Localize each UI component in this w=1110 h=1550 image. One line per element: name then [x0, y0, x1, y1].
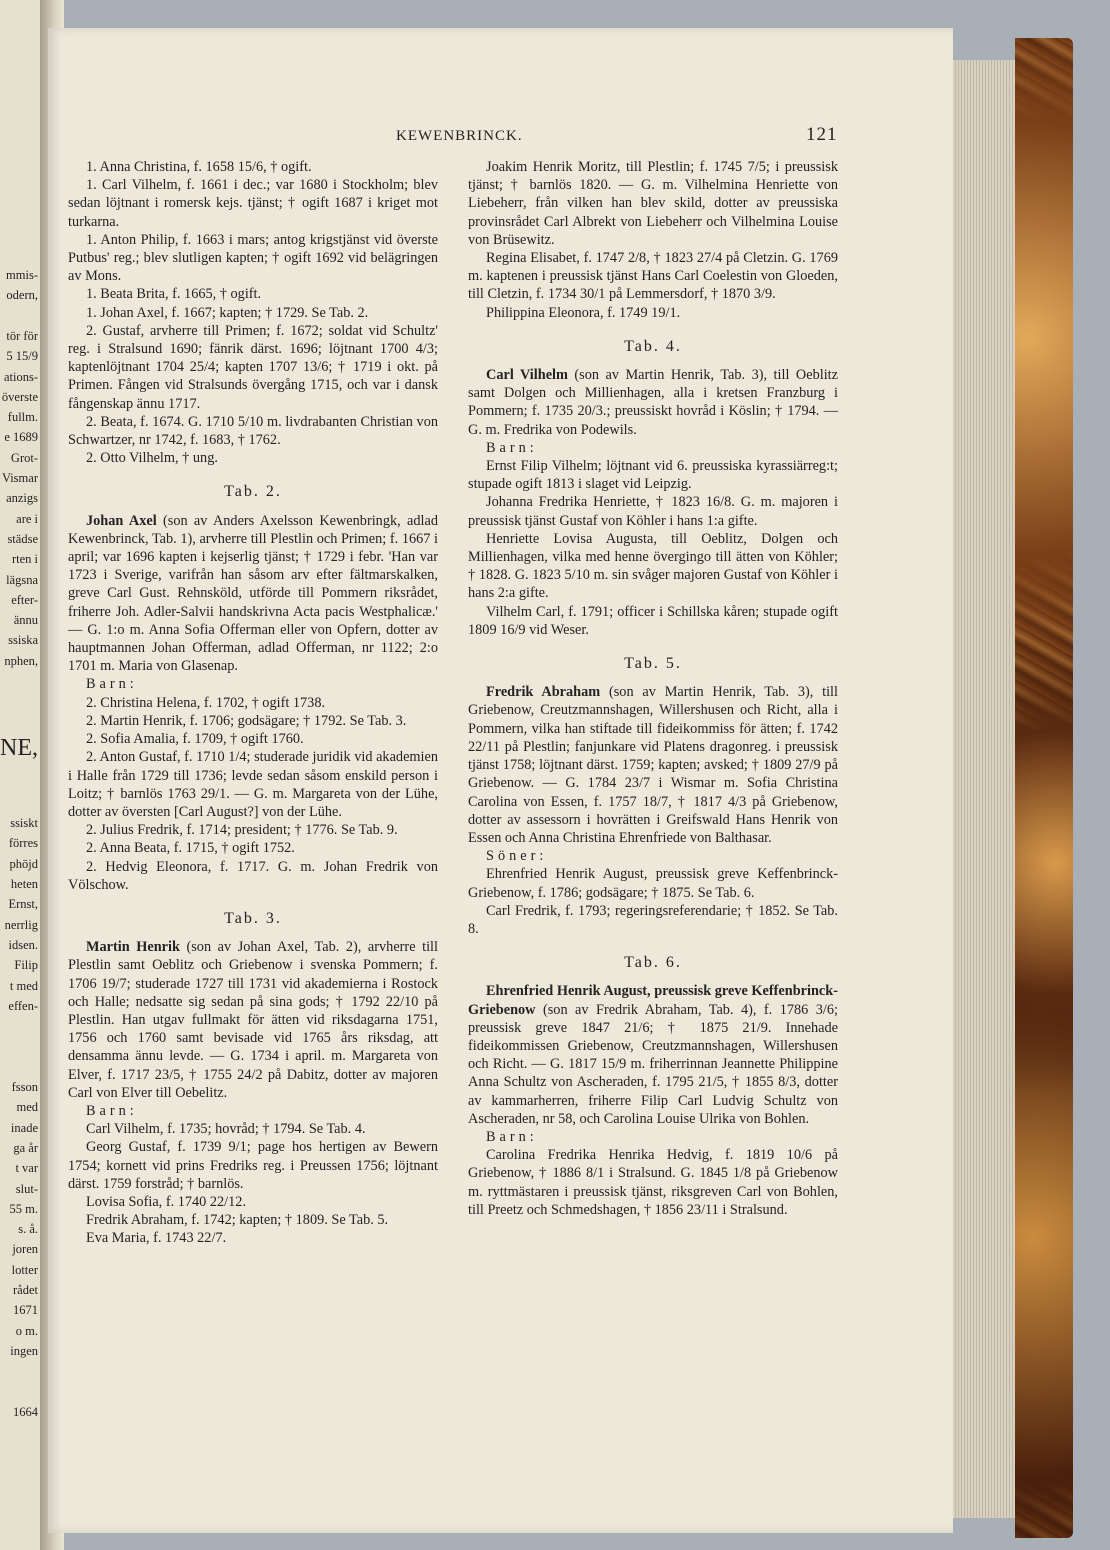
previous-page-line: ations- — [3, 369, 38, 384]
paragraph: 1. Beata Brita, f. 1665, † ogift. — [86, 286, 262, 303]
page-number: 121 — [806, 124, 838, 145]
previous-page-line: städse — [7, 531, 38, 546]
previous-page-line: t var — [15, 1161, 38, 1176]
entry-name: Martin Henrik — [86, 939, 180, 956]
paragraph: Johanna Fredrika Henriette, † 1823 16/8. G. m. majoren i preussisk tjänst Gustaf von Köhler i hans 1:a gifte. — [468, 494, 838, 529]
previous-page-line: idsen. — [8, 937, 38, 952]
entry-text: (son av Martin Henrik, Tab. 3), till Griebenow, Creutzmannshagen, Willershusen och Richt, alla i Pommern, vilka han stiftade till fideikommiss för ätten; f. 1742 22/11 på Plestlin; fanjunkare vid Platens dragonreg. i preussisk tjänst 1758; löjtnant därst. 1759; kapten; avsked; † 1809 27/9 på Griebenow. — G. 1784 23/7 i Wismar m. Sofia Christina Carolina von Essen, f. 1757 18/7, † 1817 4/3 på Griebenow, dotter av assessorn i hovrätten i Greifswald Hans Henrik von Essen och Anna Christina Ehrenfriede von Balthasar. — [468, 684, 838, 846]
previous-page-line: are i — [16, 511, 38, 526]
paragraph: Philippina Eleonora, f. 1749 19/1. — [486, 304, 681, 321]
previous-page-line: t med — [9, 978, 38, 993]
children-heading: Barn: — [486, 439, 538, 456]
paragraph: 2. Anton Gustaf, f. 1710 1/4; studerade juridik vid akademien i Halle från 1729 till 1736; levde sedan såsom enskild person i Loitz; † barnlös 1763 29/1. — G. m. Margareta von der Lühe, dotter av översten [Carl August?] von der Lühe. — [68, 749, 438, 820]
paragraph: Carolina Fredrika Henrika Hedvig, f. 1819 10/6 på Griebenow, † 1886 8/1 i Stralsund. G. 1845 1/8 på Griebenow m. ryttmästaren i preussisk tjänst, riksgreven Carl von Bohlen, till Preetz och Schmedshagen, † 1856 23/11 i Stralsund. — [468, 1147, 838, 1218]
previous-page-line: ssiska — [8, 633, 38, 648]
entry-paragraph — [468, 683, 838, 847]
children-heading: Barn: — [486, 1128, 538, 1145]
running-title: KEWENBRINCK. — [396, 128, 523, 144]
previous-page-line: fsson — [11, 1080, 38, 1094]
paragraph: 2. Christina Helena, f. 1702, † ogift 1738. — [86, 694, 326, 711]
entry-text: (son av Johan Axel, Tab. 2), arvherre till Plestlin samt Oeblitz och Griebenow i svenska Pommern; f. 1706 19/7; studerade 1727 till 1731 vid akademierna i Rostock och Halle; nedsatte sig sedan på sina gods; † 1792 22/10 på Plestlin. Han utgav fullmakt för ätten vid riksdagarna 1751, 1756 och 1760 samt bevisade vid 1765 års riksdag, att densamma ännu levde. — G. 1734 i april. m. Margareta von Elver, f. 1717 23/5, † 1755 24/2 på Dabitz, dotter av majoren Carl von Elver till Oebelitz. — [68, 939, 438, 1101]
previous-page-line: joren — [12, 1242, 38, 1257]
entry-name: Johan Axel — [86, 512, 157, 529]
children-heading: Barn: — [86, 676, 138, 693]
previous-page-line: phöjd — [9, 856, 38, 871]
previous-page-line: 1671 — [13, 1303, 38, 1318]
paragraph: Fredrik Abraham, f. 1742; kapten; † 1809. Se Tab. 5. — [86, 1212, 389, 1229]
paragraph: Ehrenfried Henrik August, preussisk greve Keffenbrinck-Griebenow, f. 1786; godsägare; † 1875. Se Tab. 6. — [468, 866, 838, 901]
previous-page-line: rådet — [13, 1283, 38, 1297]
entry-paragraph — [468, 982, 838, 1128]
previous-page-line: fullm. — [7, 410, 38, 425]
paragraph: 2. Hedvig Eleonora, f. 1717. G. m. Johan Fredrik von Völschow. — [68, 858, 438, 893]
paragraph: 1. Anna Christina, f. 1658 15/6, † ogift. — [86, 159, 312, 175]
entry-paragraph — [468, 366, 838, 439]
previous-page-line: Vismar — [1, 471, 38, 485]
right-column — [468, 158, 838, 1219]
previous-page-line: NE, — [0, 734, 38, 761]
previous-page-edge — [0, 0, 41, 1550]
marbled-cover — [1015, 38, 1073, 1538]
paragraph: Regina Elisabet, f. 1747 2/8, † 1823 27/4 på Cletzin. G. 1769 m. kaptenen i preussisk tjänst Hans Carl Coelestin von Gloeden, till Cletzin, f. 1734 30/1 på Lemmersdorf, † 1870 3/9. — [468, 250, 838, 303]
paragraph: Carl Vilhelm, f. 1735; hovråd; † 1794. Se Tab. 4. — [86, 1121, 366, 1138]
paragraph: 1. Carl Vilhelm, f. 1661 i dec.; var 1680 i Stockholm; blev sedan löjtnant i romersk kejs. tjänst; † ogift 1687 i kriget mot turkarna. — [68, 177, 438, 230]
paragraph: Georg Gustaf, f. 1739 9/1; page hos hertigen av Bewern 1754; kornett vid prins Fredriks reg. i Preussen 1756; löjtnant därst. 1759 forstråd; † barnlös. — [68, 1139, 438, 1192]
previous-page-line: inade — [10, 1120, 38, 1135]
paragraph: Henriette Lovisa Augusta, till Oeblitz, Dolgen och Millienhagen, vilka med henne övergingo till ätten von Köhler; † 1828. G. 1823 5/10 m. sin svåger majoren Gustaf von Köhler i hans 2:a gifte. — [468, 530, 838, 602]
entry-text: (son av Martin Henrik, Tab. 3), till Oeblitz samt Dolgen och Millienhagen, alla i kretsen Franzburg i Pommern; f. 1735 20/3.; preussiskt hovråd i Köslin; † 1794. — G. m. Fredrika von Podewils. — [468, 367, 838, 438]
previous-page-line: 1664 — [13, 1404, 38, 1419]
children-heading: Barn: — [86, 1102, 138, 1119]
previous-page-line: nerrlig — [4, 917, 38, 932]
previous-page-line: ga år — [13, 1140, 38, 1155]
paragraph: 2. Otto Vilhelm, † ung. — [86, 450, 218, 467]
previous-page-line: Grot- — [10, 450, 38, 465]
previous-page-line: lägsna — [6, 572, 38, 587]
entry-text: (son av Fredrik Abraham, Tab. 4), f. 1786 3/6; preussisk greve 1847 21/6; † 1875 21/9. Innehade fideikommissen Griebenow, Creutzmannshagen, Willershusen och Richt. — G. 1817 15/9 m. friherrinnan Jeannette Philippine Anna Schultz von Ascheraden, f. 1795 21/5, † 1855 8/3, dotter av kammarherren, friherre Filip Carl Ludvig Schultz von Ascheraden, nr 58, och Carolina Louise Ulrika von Bohlen. — [468, 1001, 838, 1127]
previous-page-line: efter- — [11, 592, 38, 607]
previous-page-line: heten — [10, 877, 38, 891]
entry-paragraph — [68, 512, 438, 676]
previous-page-line: överste — [1, 389, 38, 404]
entry-paragraph — [68, 938, 438, 1102]
paragraph: 1. Johan Axel, f. 1667; kapten; † 1729. Se Tab. 2. — [86, 304, 369, 321]
previous-page-line: effen- — [8, 998, 38, 1013]
previous-page-line: nphen, — [4, 653, 38, 668]
paragraph: 1. Anton Philip, f. 1663 i mars; antog krigstjänst vid överste Putbus' reg.; blev slutligen kapten; † ogift 1692 vid belägringen av Mons. — [68, 231, 438, 285]
previous-page-line: rten i — [11, 552, 38, 567]
previous-page-line: 55 m. — [9, 1201, 38, 1216]
previous-page-line: mmis- — [6, 268, 38, 282]
previous-page-line: s. å. — [18, 1222, 38, 1237]
section-heading: Tab. 3. — [224, 909, 282, 927]
entry-name: Fredrik Abraham — [486, 684, 601, 701]
paragraph: Ernst Filip Vilhelm; löjtnant vid 6. preussiska kyrassiärreg:t; stupade ogift 1813 i slaget vid Leipzig. — [468, 458, 838, 493]
sons-heading: Söner: — [486, 848, 548, 865]
entry-name: Carl Vilhelm — [486, 367, 568, 384]
previous-page-line: Filip — [14, 958, 38, 973]
paragraph: 2. Julius Fredrik, f. 1714; president; † 1776. Se Tab. 9. — [86, 822, 398, 839]
left-column — [68, 158, 438, 1248]
page-edges — [953, 60, 1015, 1518]
paragraph: 2. Anna Beata, f. 1715, † ogift 1752. — [86, 840, 295, 857]
previous-page-line: med — [16, 1100, 38, 1115]
previous-page-line: 5 15/9 — [6, 349, 38, 364]
entry-text: (son av Anders Axelsson Kewenbringk, adlad Kewenbrinck, Tab. 1), arvherre till Plestlin och Primen; f. 1667 i april; var 1696 kapten i kejserlig tjänst; † 1729 i febr. 'Han var 1723 i Sverige, varifrån han såsom arv efter fältmarskalken, greve Carl Gust. Rehnsköld, utförde till Pommern riksrådet, friherre Joh. Adler-Salvii handskrivna Acta pacis Westphalicæ.' — G. 1:o m. Anna Sofia Offerman eller von Opfern, dotter av hauptmannen Johan Offerman, adlad Offerman, nr 1122; 2:o 1701 m. Maria von Glasenap. — [68, 512, 438, 675]
previous-page-line: slut- — [15, 1181, 38, 1196]
paragraph: 2. Beata, f. 1674. G. 1710 5/10 m. livdrabanten Christian von Schwartzer, nr 1742, f. 1683, † 1762. — [68, 413, 438, 449]
previous-page-line: ingen — [10, 1343, 38, 1358]
paragraph: 2. Martin Henrik, f. 1706; godsägare; † 1792. Se Tab. 3. — [86, 712, 407, 729]
previous-page-line: e 1689 — [4, 430, 38, 445]
paragraph: 2. Gustaf, arvherre till Primen; f. 1672; soldat vid Schultz' reg. i Stralsund 1690; fänrik därst. 1696; löjtnant 1700 4/3; kaptenlöjtnant 1704 25/4; kapten 1707 13/6; † 1719 i okt. på Primen. Fången vid Stralsunds övergång 1715, och var i dansk fångenskap ännu 1717. — [68, 322, 438, 412]
section-heading: Tab. 4. — [624, 337, 682, 355]
previous-page-line: ännu — [13, 613, 38, 628]
previous-page-line: Ernst, — [8, 897, 38, 912]
previous-page-line: odern, — [6, 288, 38, 303]
section-heading: Tab. 6. — [624, 954, 682, 972]
entry-name: Ehrenfried Henrik August, preussisk greve Keffenbrinck-Griebenow — [468, 983, 838, 1018]
previous-page-line: tör för — [6, 328, 38, 343]
previous-page-line: förres — [8, 836, 38, 851]
paragraph: Joakim Henrik Moritz, till Plestlin; f. 1745 7/5; i preussisk tjänst; † barnlös 1820. — G. m. Vilhelmina Henriette von Liebeherr, från vilken han blev skild, dotter av preussiska provinsrådet Carl Albrekt von Liebeherr och Vilhelmina Louise von Brüsewitz. — [468, 159, 838, 248]
paragraph: Vilhelm Carl, f. 1791; officer i Schillska kåren; stupade ogift 1809 16/9 vid Weser. — [468, 603, 838, 638]
paragraph: 2. Sofia Amalia, f. 1709, † ogift 1760. — [86, 731, 304, 748]
previous-page-line: anzigs — [6, 491, 38, 506]
section-heading: Tab. 5. — [624, 655, 682, 673]
paragraph: Eva Maria, f. 1743 22/7. — [86, 1230, 227, 1247]
previous-page-line: lotter — [11, 1262, 38, 1277]
paragraph: Lovisa Sofia, f. 1740 22/12. — [86, 1193, 247, 1210]
section-heading: Tab. 2. — [224, 483, 282, 501]
paragraph: Carl Fredrik, f. 1793; regeringsreferendarie; † 1852. Se Tab. 8. — [468, 902, 838, 937]
previous-page-line: o m. — [15, 1323, 38, 1338]
previous-page-line: ssiskt — [10, 816, 38, 831]
